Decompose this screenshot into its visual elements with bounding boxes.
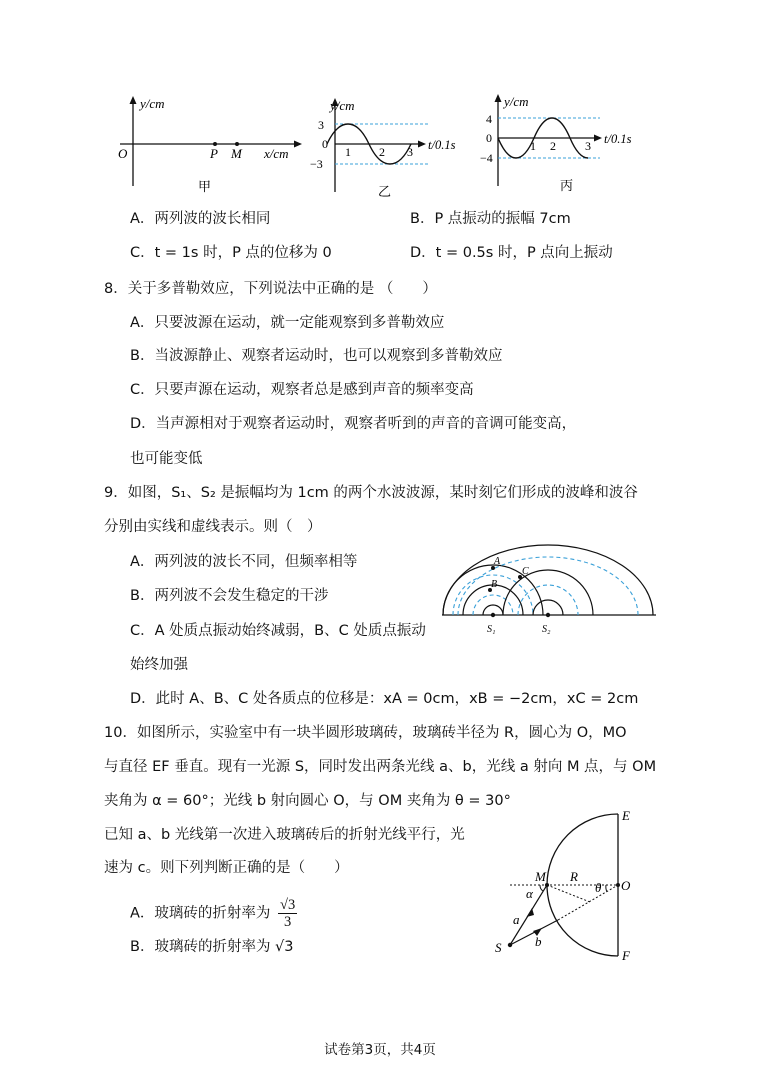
- q10-option-a-denominator: 3: [284, 914, 292, 930]
- q10-option-a-prefix: A．玻璃砖的折射率为: [130, 905, 271, 922]
- o-label: O: [621, 878, 631, 893]
- y-axis-label: y/cm: [140, 96, 165, 111]
- q9-option-c-cont: 始终加强: [130, 657, 188, 673]
- x-axis-label: x/cm: [264, 146, 289, 161]
- q8-option-c: C．只要声源在运动，观察者总是感到声音的频率变高: [130, 382, 474, 398]
- q8-option-d-cont: 也可能变低: [130, 451, 203, 467]
- q10-stem-line1: 10．如图所示，实验室中有一块半圆形玻璃砖，玻璃砖半径为 R，圆心为 O，MO: [104, 725, 627, 741]
- t-axis-label: t/0.1s: [604, 132, 632, 146]
- y-pos-label: 3: [318, 118, 324, 132]
- figure-caption: 甲: [198, 179, 212, 194]
- q8-stem: 8．关于多普勒效应，下列说法中正确的是 （ ）: [104, 281, 437, 297]
- t-tick-1: 1: [530, 139, 536, 153]
- y-axis-label: y/cm: [504, 94, 529, 109]
- point-p-label: P: [210, 146, 218, 161]
- y-axis-label: y/cm: [330, 98, 355, 113]
- ray-b-label: b: [535, 934, 542, 949]
- figure-yi: [300, 92, 480, 202]
- q7-option-c: C．t = 1s 时，P 点的位移为 0: [130, 245, 332, 261]
- point-b-label: B: [491, 579, 498, 590]
- q9-stem-line2: 分别由实线和虚线表示。则（ ）: [104, 519, 322, 535]
- q10-option-a-numerator: √3: [280, 897, 296, 913]
- point-c-label: C: [522, 566, 529, 577]
- theta-label: θ: [595, 880, 602, 895]
- figure-bing: [480, 88, 650, 198]
- m-label: M: [535, 869, 546, 884]
- q10-option-a-fraction: [278, 897, 297, 930]
- q9-option-d: D．此时 A、B、C 处各质点的位移是：xA = 0cm，xB = −2cm，xC = 2cm: [130, 691, 639, 707]
- s-label: S: [495, 940, 502, 955]
- q10-stem-line5: 速为 c。则下列判断正确的是（ ）: [104, 860, 349, 876]
- q8-option-a: A．只要波源在运动，就一定能观察到多普勒效应: [130, 315, 445, 331]
- r-label: R: [570, 869, 578, 884]
- q10-stem-line2: 与直径 EF 垂直。现有一光源 S，同时发出两条光线 a、b，光线 a 射向 M 点，与 OM: [104, 759, 657, 775]
- q10-option-a: [130, 897, 297, 930]
- q10-option-b: B．玻璃砖的折射率为 √3: [130, 939, 294, 955]
- e-label: E: [622, 808, 630, 823]
- figure-caption: 乙: [378, 184, 392, 199]
- q7-option-d: D．t = 0.5s 时，P 点向上振动: [410, 245, 613, 261]
- figure-caption: 丙: [560, 178, 574, 193]
- y-zero-label: 0: [486, 131, 492, 145]
- alpha-label: α: [526, 886, 533, 901]
- point-a-label: A: [494, 556, 501, 567]
- figure-q10-glass: [490, 800, 650, 970]
- q7-option-a: A．两列波的波长相同: [130, 211, 271, 227]
- t-tick-1: 1: [345, 145, 351, 159]
- page-footer: 试卷第3页，共4页: [324, 1042, 436, 1058]
- ray-a-label: a: [513, 912, 520, 927]
- q9-option-a: A．两列波的波长不同，但频率相等: [130, 554, 358, 570]
- q9-stem-line1: 9．如图，S₁、S₂ 是振幅均为 1cm 的两个水波波源，某时刻它们形成的波峰和波谷: [104, 485, 638, 501]
- s1-label: S₁: [487, 624, 496, 635]
- t-axis-label: t/0.1s: [428, 138, 456, 152]
- point-m-label: M: [231, 146, 242, 161]
- y-zero-label: 0: [322, 137, 328, 151]
- y-neg-label: −3: [310, 157, 323, 171]
- q8-option-b: B．当波源静止、观察者运动时，也可以观察到多普勒效应: [130, 348, 503, 364]
- t-tick-3: 3: [407, 145, 413, 159]
- figure-q9-interference: [440, 540, 660, 645]
- t-tick-2: 2: [379, 145, 385, 159]
- t-tick-2: 2: [550, 139, 556, 153]
- y-pos-label: 4: [486, 112, 492, 126]
- q9-option-c: C．A 处质点振动始终减弱，B、C 处质点振动: [130, 623, 426, 639]
- f-label: F: [622, 948, 630, 963]
- q9-option-b: B．两列波不会发生稳定的干涉: [130, 588, 329, 604]
- q8-option-d: D．当声源相对于观察者运动时，观察者听到的声音的音调可能变高，: [130, 416, 577, 432]
- t-tick-3: 3: [585, 139, 591, 153]
- s2-label: S₂: [542, 624, 551, 635]
- q7-option-b: B．P 点振动的振幅 7cm: [410, 211, 571, 227]
- figure-jia: [110, 92, 310, 202]
- q10-stem-line3: 夹角为 α = 60°；光线 b 射向圆心 O，与 OM 夹角为 θ = 30°: [104, 793, 511, 809]
- origin-label: O: [118, 146, 128, 161]
- y-neg-label: −4: [480, 151, 493, 165]
- q10-stem-line4: 已知 a、b 光线第一次进入玻璃砖后的折射光线平行，光: [104, 827, 465, 843]
